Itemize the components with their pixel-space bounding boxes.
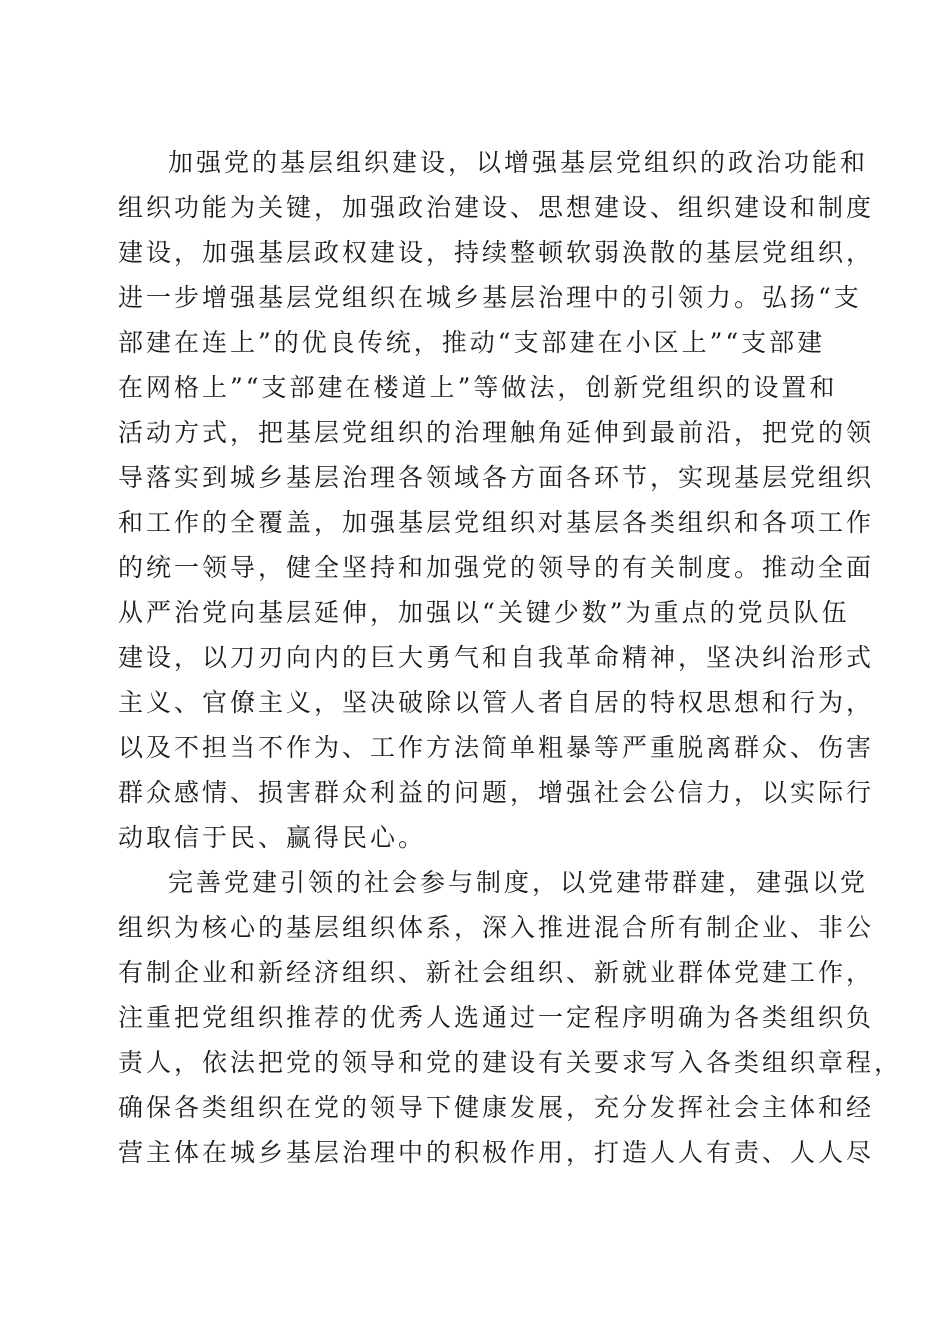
paragraph-2-line: 组织为核心的基层组织体系，深入推进混合所有制企业、非公 xyxy=(118,913,875,942)
paragraph-1-line: 导落实到城乡基层治理各领域各方面各环节，实现基层党组织 xyxy=(118,463,875,492)
paragraph-2-line: 确保各类组织在党的领导下健康发展，充分发挥社会主体和经 xyxy=(118,1093,875,1122)
paragraph-2-line: 完善党建引领的社会参与制度，以党建带群建，建强以党 xyxy=(168,868,869,897)
paragraph-2-line: 责人，依法把党的领导和党的建设有关要求写入各类组织章程， xyxy=(118,1048,903,1077)
paragraph-1-line: 部建在连上”的优良传统，推动“支部建在小区上”“支部建 xyxy=(118,328,826,357)
paragraph-1-line: 建设，以刀刃向内的巨大勇气和自我革命精神，坚决纠治形式 xyxy=(118,643,875,672)
paragraph-1-line: 和工作的全覆盖，加强基层党组织对基层各类组织和各项工作 xyxy=(118,508,875,537)
paragraph-2-line: 有制企业和新经济组织、新社会组织、新就业群体党建工作， xyxy=(118,958,875,987)
paragraph-2-line: 注重把党组织推荐的优秀人选通过一定程序明确为各类组织负 xyxy=(118,1003,875,1032)
paragraph-1-line: 进一步增强基层党组织在城乡基层治理中的引领力。弘扬“支 xyxy=(118,283,862,312)
paragraph-1-line: 建设，加强基层政权建设，持续整顿软弱涣散的基层党组织， xyxy=(118,238,875,267)
paragraph-1-line: 主义、官僚主义，坚决破除以管人者自居的特权思想和行为， xyxy=(118,688,875,717)
paragraph-1-line: 在网格上”“支部建在楼道上”等做法，创新党组织的设置和 xyxy=(118,373,838,402)
paragraph-1-line: 的统一领导，健全坚持和加强党的领导的有关制度。推动全面 xyxy=(118,553,875,582)
paragraph-1-line: 群众感情、损害群众利益的问题，增强社会公信力，以实际行 xyxy=(118,778,875,807)
paragraph-1-line: 组织功能为关键，加强政治建设、思想建设、组织建设和制度 xyxy=(118,193,875,222)
paragraph-1-line: 动取信于民、赢得民心。 xyxy=(118,823,427,852)
paragraph-1-line: 以及不担当不作为、工作方法简单粗暴等严重脱离群众、伤害 xyxy=(118,733,875,762)
paragraph-1-line: 从严治党向基层延伸，加强以“关键少数”为重点的党员队伍 xyxy=(118,598,850,627)
paragraph-1-line: 活动方式，把基层党组织的治理触角延伸到最前沿，把党的领 xyxy=(118,418,875,447)
paragraph-1-line: 加强党的基层组织建设，以增强基层党组织的政治功能和 xyxy=(168,148,869,177)
paragraph-2-line: 营主体在城乡基层治理中的积极作用，打造人人有责、人人尽 xyxy=(118,1138,875,1167)
